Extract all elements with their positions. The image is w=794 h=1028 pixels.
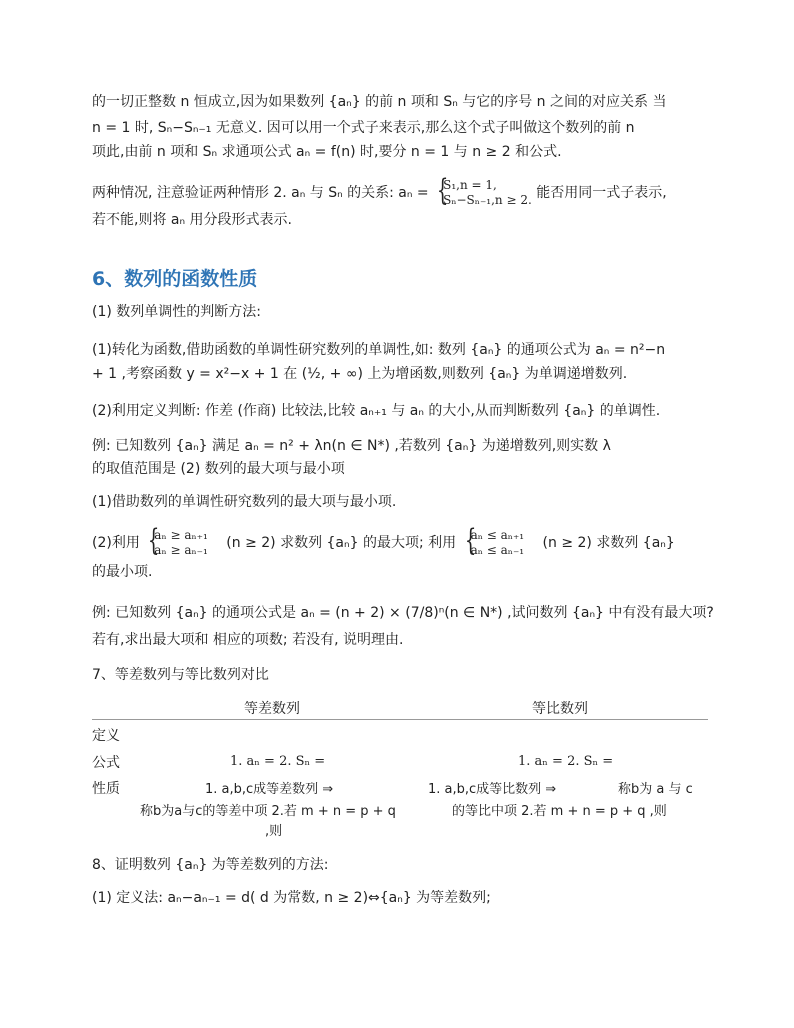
section-8-item-1: (1) 定义法: aₙ−aₙ₋₁ = d( d 为常数, n ≥ 2)⇔{aₙ} 为等差数列; — [92, 890, 491, 906]
max-min-method-1: (1)借助数列的单调性研究数列的最大项与最小项. — [92, 494, 397, 510]
max-min-method-2-mid: (n ≥ 2) 求数列 {aₙ} 的最大项; 利用 — [226, 535, 457, 551]
paragraph-1-line-3: 项此,由前 n 项和 Sₙ 求通项公式 aₙ = f(n) 时,要分 n = 1 与 n ≥ 2 和公式. — [92, 144, 562, 160]
left-brace-icon: { — [464, 523, 476, 558]
max-condition-system — [144, 523, 208, 558]
comparison-table-header — [92, 692, 708, 720]
paragraph-2-line-2: 若不能,则将 aₙ 用分段形式表示. — [92, 212, 292, 228]
section-6-heading: 6、数列的函数性质 — [92, 268, 258, 290]
section-6-sub-1: (1) 数列单调性的判断方法: — [92, 304, 261, 320]
geometric-property-line-1: 1. a,b,c成等比数列 ⇒ — [428, 782, 557, 797]
geometric-formula-cell: 1. aₙ = 2. Sₙ = — [518, 754, 614, 769]
min-condition-system — [461, 523, 525, 558]
left-brace-icon: { — [148, 523, 160, 558]
piecewise-case-1: S₁,n = 1, — [443, 178, 497, 192]
row-label-formula: 公式 — [92, 755, 120, 771]
paragraph-2-prefix: 两种情况, 注意验证两种情形 2. aₙ 与 Sₙ 的关系: aₙ = — [92, 185, 429, 201]
piecewise-case-2: Sₙ−Sₙ₋₁,n ≥ 2. — [443, 193, 532, 207]
max-min-method-2-suffix: (n ≥ 2) 求数列 {aₙ} — [542, 535, 675, 551]
section-8-heading: 8、证明数列 {aₙ} 为等差数列的方法: — [92, 857, 329, 873]
arithmetic-property-line-1: 1. a,b,c成等差数列 ⇒ — [205, 782, 334, 797]
example-2-line-1: 例: 已知数列 {aₙ} 的通项公式是 aₙ = (n + 2) × (7/8)ⁿ(n ∈ N*) ,试问数列 {aₙ} 中有没有最大项? — [92, 605, 714, 621]
max-min-method-2-line-1 — [92, 523, 675, 558]
piecewise-formula — [433, 173, 532, 208]
max-condition-2: aₙ ≥ aₙ₋₁ — [154, 543, 208, 557]
min-condition-2: aₙ ≤ aₙ₋₁ — [470, 543, 525, 557]
arithmetic-property-line-2: 称b为a与c的等差中项 2.若 m + n = p + q — [140, 804, 396, 819]
min-condition-1: aₙ ≤ aₙ₊₁ — [470, 528, 525, 542]
column-header-geometric: 等比数列 — [532, 701, 588, 717]
method-1-line-2: + 1 ,考察函数 y = x²−x + 1 在 (½, + ∞) 上为增函数,则数列 {aₙ} 为单调递增数列. — [92, 366, 628, 382]
row-label-definition: 定义 — [92, 728, 120, 744]
column-header-arithmetic: 等差数列 — [244, 701, 300, 717]
paragraph-2-line-1 — [92, 173, 667, 208]
left-brace-icon: { — [436, 173, 449, 208]
geometric-property-line-1b: 称b为 a 与 c — [618, 782, 693, 797]
max-min-method-2-line-2: 的最小项. — [92, 564, 153, 580]
example-2-line-2: 若有,求出最大项和 相应的项数; 若没有, 说明理由. — [92, 632, 404, 648]
example-1-line-2: 的取值范围是 (2) 数列的最大项与最小项 — [92, 461, 345, 477]
arithmetic-formula-cell: 1. aₙ = 2. Sₙ = — [230, 754, 326, 769]
row-label-property: 性质 — [92, 781, 120, 797]
max-condition-1: aₙ ≥ aₙ₊₁ — [154, 528, 208, 542]
paragraph-1-line-1: 的一切正整数 n 恒成立,因为如果数列 {aₙ} 的前 n 项和 Sₙ 与它的序号 n 之间的对应关系 当 — [92, 94, 667, 110]
method-1-line-1: (1)转化为函数,借助函数的单调性研究数列的单调性,如: 数列 {aₙ} 的通项公式为 aₙ = n²−n — [92, 342, 666, 358]
max-min-method-2-prefix: (2)利用 — [92, 535, 140, 551]
example-1-line-1: 例: 已知数列 {aₙ} 满足 aₙ = n² + λn(n ∈ N*) ,若数列 {aₙ} 为递增数列,则实数 λ — [92, 438, 611, 454]
section-7-heading: 7、等差数列与等比数列对比 — [92, 667, 269, 683]
arithmetic-property-line-3: ,则 — [265, 824, 283, 839]
paragraph-2-suffix: 能否用同一式子表示, — [536, 185, 667, 201]
geometric-property-line-2: 的等比中项 2.若 m + n = p + q ,则 — [452, 804, 667, 819]
paragraph-1-line-2: n = 1 时, Sₙ−Sₙ₋₁ 无意义. 因可以用一个式子来表示,那么这个式子叫做这个数列的前 n — [92, 120, 635, 136]
method-2-line-1: (2)利用定义判断: 作差 (作商) 比较法,比较 aₙ₊₁ 与 aₙ 的大小,从而判断数列 {aₙ} 的单调性. — [92, 403, 661, 419]
